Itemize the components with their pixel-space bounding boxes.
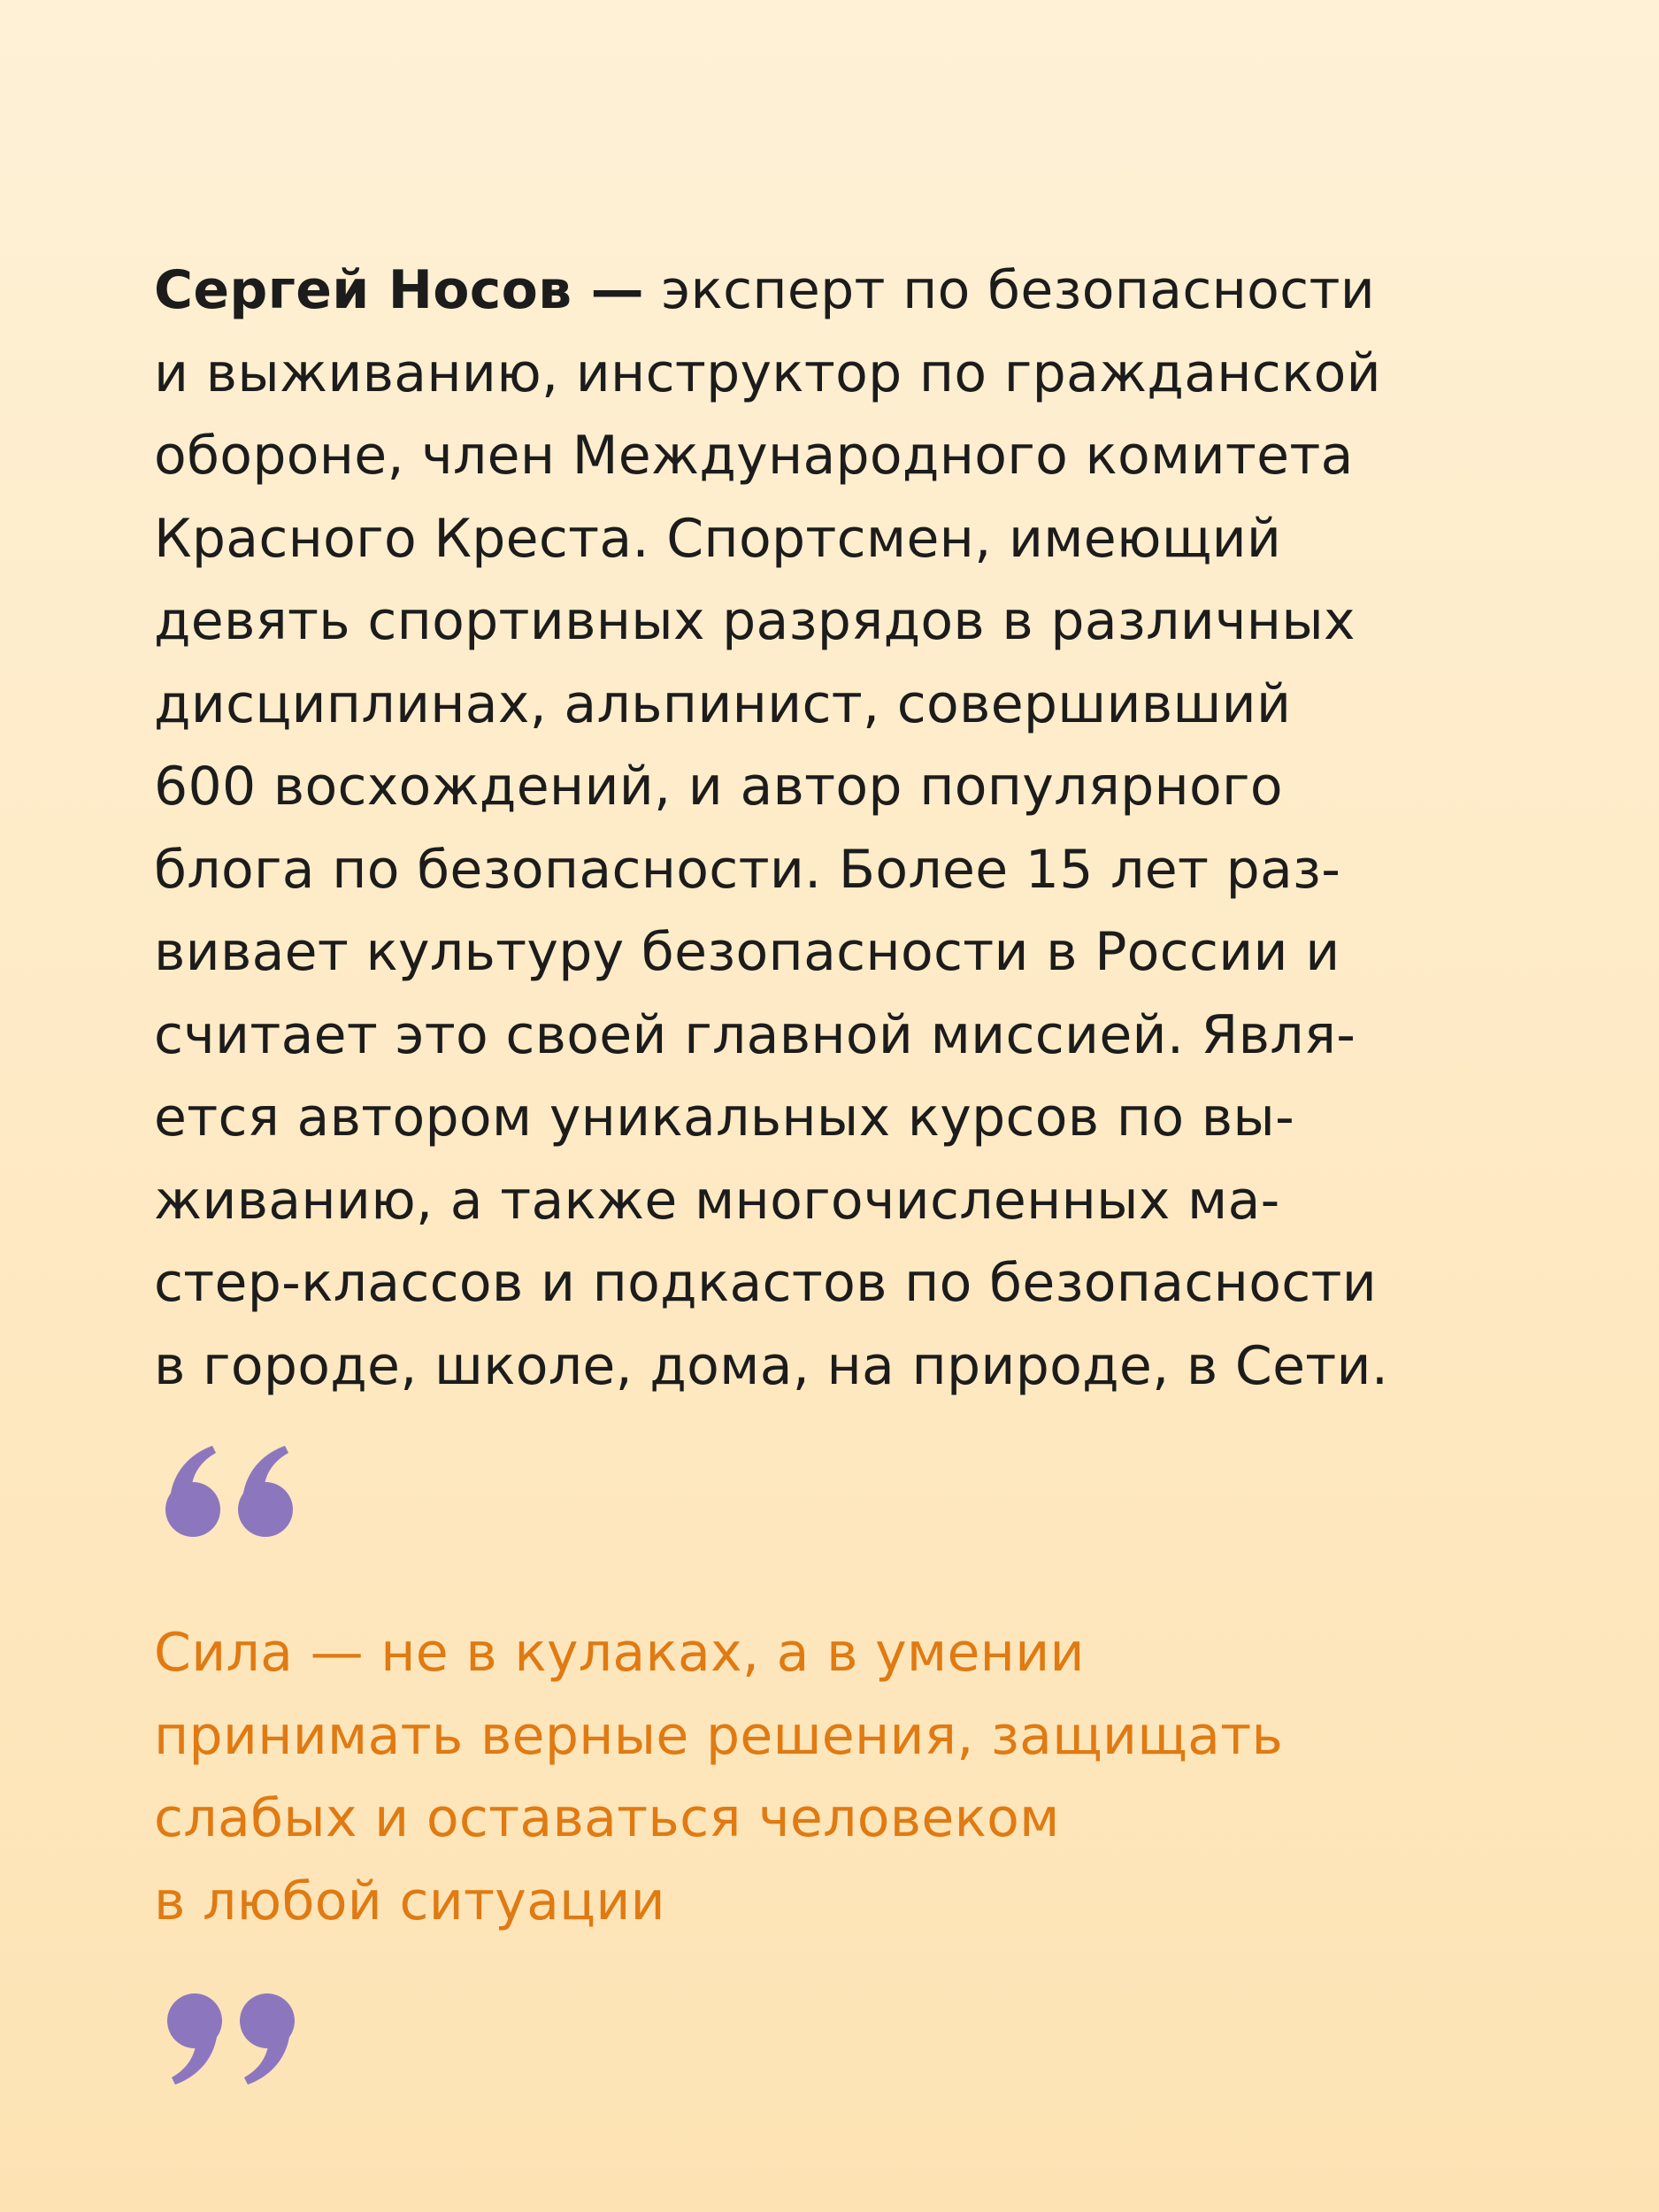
quote-text [154, 1612, 1534, 1943]
bio-line: считает это своей главной миссией. Явля- [154, 1003, 1356, 1066]
quote-line: слабых и оставаться человеком [154, 1787, 1060, 1849]
bio-line: живанию, а также многочисленных ма- [154, 1169, 1280, 1232]
bio-line: вивает культуру безопасности в России и [154, 921, 1340, 983]
bio-line: стер-классов и подкастов по безопасности [154, 1252, 1378, 1314]
bio-line: и выживанию, инструктор по гражданской [154, 342, 1381, 404]
bio-line: дисциплинах, альпинист, совершивший [154, 672, 1292, 735]
author-name: Сергей Носов — [154, 259, 644, 321]
quote-line: принимать верные решения, защищать [154, 1704, 1284, 1767]
bio-line: блога по безопасности. Более 15 лет раз- [154, 838, 1341, 901]
bio-line: в городе, школе, дома, на природе, в Сети. [154, 1334, 1389, 1397]
quote-line: Сила — не в кулаках, а в умении [154, 1622, 1085, 1684]
bio-line: Красного Креста. Спортсмен, имеющий [154, 507, 1282, 570]
bio-line [154, 250, 1534, 333]
close-quote-icon [159, 1991, 301, 2088]
bio-line: девять спортивных разрядов в различных [154, 590, 1356, 652]
quote-line: в любой ситуации [154, 1870, 665, 1932]
bio-line: ется автором уникальных курсов по вы- [154, 1087, 1295, 1148]
author-bio [154, 250, 1534, 1408]
bio-line-text: эксперт по безопасности [643, 259, 1376, 321]
bio-line: обороне, член Международного комитета [154, 425, 1354, 487]
open-quote-icon [159, 1442, 301, 1540]
bio-line: 600 восхождений, и автор популярного [154, 756, 1283, 818]
